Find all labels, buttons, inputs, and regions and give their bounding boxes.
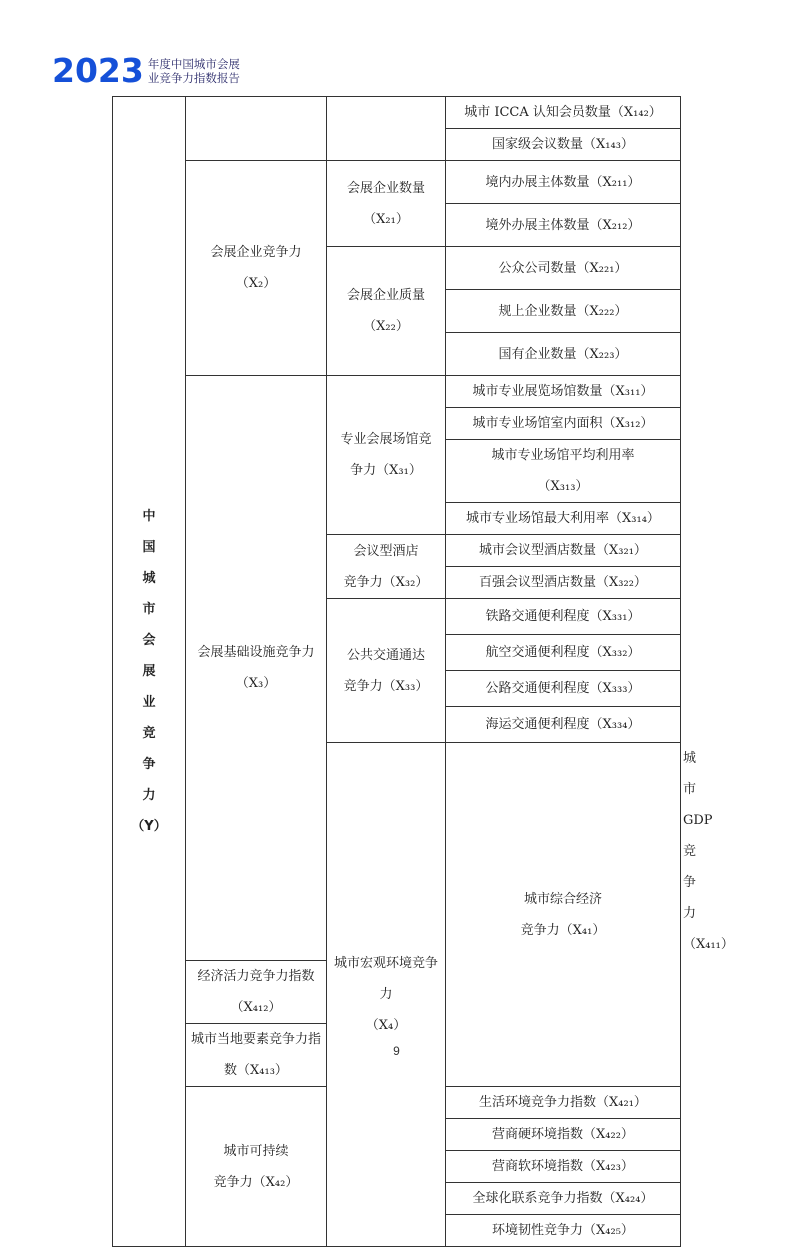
level2-cell-x4	[327, 743, 446, 1247]
level2-name: 会展基础设施竞争力	[197, 645, 315, 660]
level3-name: 会议型酒店	[353, 543, 419, 559]
level4-cell: 营商软环境指数（X₄₂₃）	[446, 1151, 681, 1183]
root-indicator-cell	[113, 97, 186, 1247]
level3-name: 会展企业数量	[346, 180, 425, 196]
level4-cell: 境内办展主体数量（X₂₁₁）	[446, 161, 681, 204]
indicator-system-table	[112, 96, 734, 1247]
report-title-line2: 业竞争力指数报告	[147, 71, 240, 85]
level3-cell-x33	[327, 599, 446, 743]
level2-cell-x2	[186, 161, 327, 376]
level4-cell: 城市当地要素竞争力指数（X₄₁₃）	[186, 1024, 327, 1087]
level4-cell: 城市专业场馆室内面积（X₃₁₂）	[446, 408, 681, 440]
table-row	[113, 161, 681, 204]
level4-cell: 百强会议型酒店数量（X₃₂₂）	[446, 567, 681, 599]
level4-cell: 国家级会议数量（X₁₄₃）	[446, 129, 681, 161]
level3-name: 专业会展场馆竞	[340, 432, 432, 447]
level3-code: （X₂₂）	[363, 319, 409, 334]
level2-name: 城市宏观环境竞争力	[333, 956, 438, 1002]
level3-cell-x32	[327, 535, 446, 599]
level4-cell: 城市 ICCA 认知会员数量（X₁₄₂）	[446, 97, 681, 129]
level4-name: 城市专业场馆平均利用率	[491, 448, 635, 463]
level4-cell: 城市会议型酒店数量（X₃₂₁）	[446, 535, 681, 567]
level2-cell-x3	[186, 376, 327, 961]
level3-name-cont: 竞争力（X₄₁）	[520, 922, 606, 938]
root-indicator-code: （Y）	[131, 819, 167, 834]
level3-name: 城市综合经济	[523, 891, 602, 907]
level4-cell: 海运交通便利程度（X₃₃₄）	[446, 707, 681, 743]
table-row	[113, 97, 681, 129]
level4-cell: 城市专业场馆最大利用率（X₃₁₄）	[446, 503, 681, 535]
level4-cell: 营商硬环境指数（X₄₂₂）	[446, 1119, 681, 1151]
level4-code: （X₃₁₃）	[537, 479, 589, 494]
level4-cell: 城市专业展览场馆数量（X₃₁₁）	[446, 376, 681, 408]
level4-cell: 境外办展主体数量（X₂₁₂）	[446, 204, 681, 247]
root-indicator-label: 中国城市会展业竞争力	[142, 509, 156, 803]
level4-cell: 经济活力竞争力指数（X₄₁₂）	[186, 961, 327, 1024]
level3-name: 城市可持续	[223, 1143, 289, 1159]
level2-cell-x1	[186, 97, 327, 161]
level4-cell: 公路交通便利程度（X₃₃₃）	[446, 671, 681, 707]
level2-code: （X₄）	[365, 1018, 407, 1033]
level3-name: 公共交通通达	[346, 647, 425, 663]
level3-name-cont: 竞争力（X₃₂）	[343, 574, 429, 590]
level3-cell-x21	[327, 161, 446, 247]
page-number: 9	[393, 1044, 400, 1058]
level3-cell-x14	[327, 97, 446, 161]
level3-cell-x41	[446, 743, 681, 1087]
level4-cell	[446, 440, 681, 503]
level4-cell: 环境韧性竞争力（X₄₂₅）	[446, 1215, 681, 1247]
table-row: 城市宏观环境竞争力 （X₄） 城市综合经济 竞争力（X₄₁） 城市 GDP 竞争力（X₄₁₁）	[113, 743, 681, 961]
level4-cell: 铁路交通便利程度（X₃₃₁）	[446, 599, 681, 635]
level4-cell: 国有企业数量（X₂₂₃）	[446, 333, 681, 376]
level3-cell-x31	[327, 376, 446, 535]
level3-name-cont: 争力（X₃₁）	[350, 463, 422, 478]
level2-code: （X₂）	[235, 276, 277, 291]
level4-cell: 公众公司数量（X₂₂₁）	[446, 247, 681, 290]
level3-code: （X₂₁）	[363, 211, 409, 227]
level3-cell-x22	[327, 247, 446, 376]
level3-name-cont: 竞争力（X₃₃）	[343, 678, 429, 694]
report-year: 2023	[52, 51, 144, 90]
level4-cell: 航空交通便利程度（X₃₃₂）	[446, 635, 681, 671]
level4-cell: 全球化联系竞争力指数（X₄₂₄）	[446, 1183, 681, 1215]
level3-name-cont: 竞争力（X₄₂）	[213, 1174, 299, 1190]
level2-name: 会展企业竞争力	[210, 245, 302, 260]
level3-name: 会展企业质量	[346, 288, 425, 303]
level2-code: （X₃）	[235, 676, 277, 691]
level4-cell: 生活环境竞争力指数（X₄₂₁）	[446, 1087, 681, 1119]
report-title	[148, 57, 240, 85]
report-title-line1: 年度中国城市会展	[147, 57, 240, 71]
level4-cell: 规上企业数量（X₂₂₂）	[446, 290, 681, 333]
report-header	[52, 52, 240, 90]
table-row	[113, 376, 681, 408]
level3-cell-x42	[186, 1087, 327, 1247]
